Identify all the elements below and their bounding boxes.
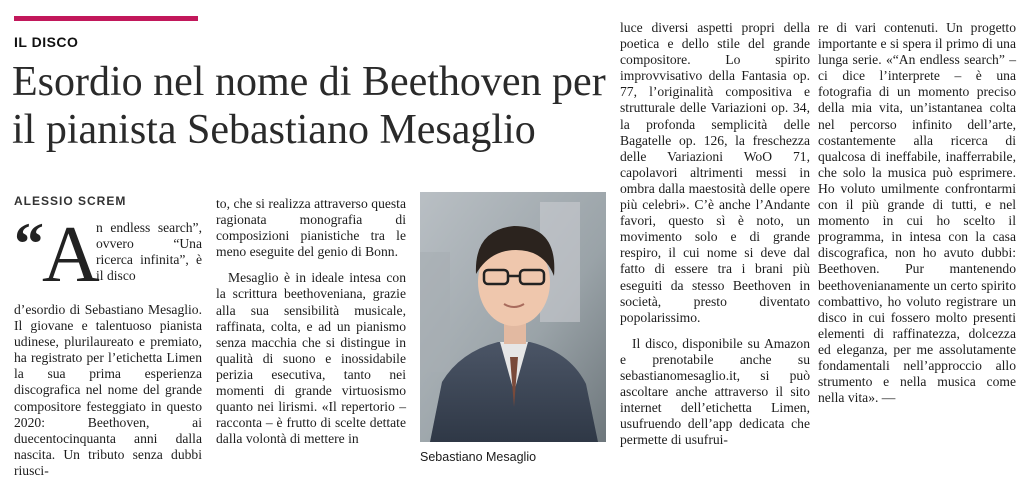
open-quote-mark: “: [14, 211, 44, 277]
drop-cap-letter: A: [42, 211, 100, 299]
column-1-text: d’esordio di Sebastiano Mesaglio. Il giovane e talentuoso pianista udinese, plurilaureato e premiato, ha registrato per l’etichetta Limen la sua prima esperienza discografica nel nome del grande compositore festeggiato in questo 2020: Beethoven, ai duecentocinquanta anni dalla nascita. Un tributo senza dubbi riusci-: [14, 302, 202, 478]
pianist-photo: [420, 192, 606, 442]
section-accent-bar: [14, 16, 198, 21]
article-column-3: [620, 20, 810, 448]
column-3-paragraph-2: Il disco, disponibile su Amazon e prenotabile anche su sebastianomesaglio.it, si può ascoltare anche attraverso il sito internet dell’etichetta Limen, usufruendo dell’app dedicata che permette di usufrui-: [620, 335, 810, 448]
dropcap-block: [14, 211, 202, 300]
section-label: IL DISCO: [14, 34, 79, 50]
column-3-paragraph-1: luce diversi aspetti propri della poetica e dello stile del grande compositore. Lo spirito improvvisativo della Fantasia op. 77, l’originalità compositiva e strutturale delle Variazioni op. 34, la profonda semplicità delle Bagatelle op. 126, la freschezza delle Variazioni WoO 71, capolavori altrimenti messi in ombra dalla maestosità delle opere più celebri». C’è anche l’Andante favori, questo sì è noto, un movimento solo e di grande respiro, il cui nome si deve dal fatto di essere tra i brani più eseguiti da stesso Beethoven in società, presto diventato popolarissimo.: [620, 20, 810, 325]
column-2-paragraph-2: Mesaglio è in ideale intesa con la scrittura beethoveniana, grazie alla sua sensibilità musicale, raffinata, colta, e ad un pianismo senza macchia che si distingue in qualità di suono e inossidabile perizia esecutiva, tanto nei momenti di grande virtuosismo quanto nei lirismi. «Il repertorio – racconta – è frutto di scelte dettate dalla volontà di mettere in: [216, 270, 406, 447]
photo-caption: Sebastiano Mesaglio: [420, 450, 537, 464]
article-column-1: [14, 211, 202, 479]
byline: ALESSIO SCREM: [14, 194, 127, 208]
article-column-4: [818, 20, 1016, 406]
article-column-2: [216, 196, 406, 447]
column-4-text: re di vari contenuti. Un progetto importante e si spera il primo di una lunga serie. «“An endless search” – ci dice l’interprete – è una fotografia di un momento preciso della mia vita, un’istantanea colta nel percorso infinito dell’arte, costantemente alla ricerca di qualcosa di ineffabile, inafferrabile, che solo la musica può esprimere. Ho voluto umilmente confrontarmi con il più grande di tutti, e nel momento in cui ho scelto il programma, in intesa con la casa discografica, non ho avuto dubbi: Beethoven. Pur mantenendo beethovenianamente un certo spirito combattivo, ho voluto registrare un disco in cui fossero molto presenti elementi di raffinatezza, dolcezza ed eleganza, per me assolutamente fondamentali nell’approccio allo strumento e nella musica come nella vita». —: [818, 20, 1016, 406]
column-2-paragraph-1: to, che si realizza attraverso questa ragionata monografia di composizioni pianistiche tra le meno eseguite del genio di Bonn.: [216, 196, 406, 260]
headline: Esordio nel nome di Beethoven per il pianista Sebastiano Mesaglio: [12, 59, 606, 153]
drop-cap-text: n endless search”, ovvero “Una ricerca infinita”, è il disco: [96, 220, 202, 284]
